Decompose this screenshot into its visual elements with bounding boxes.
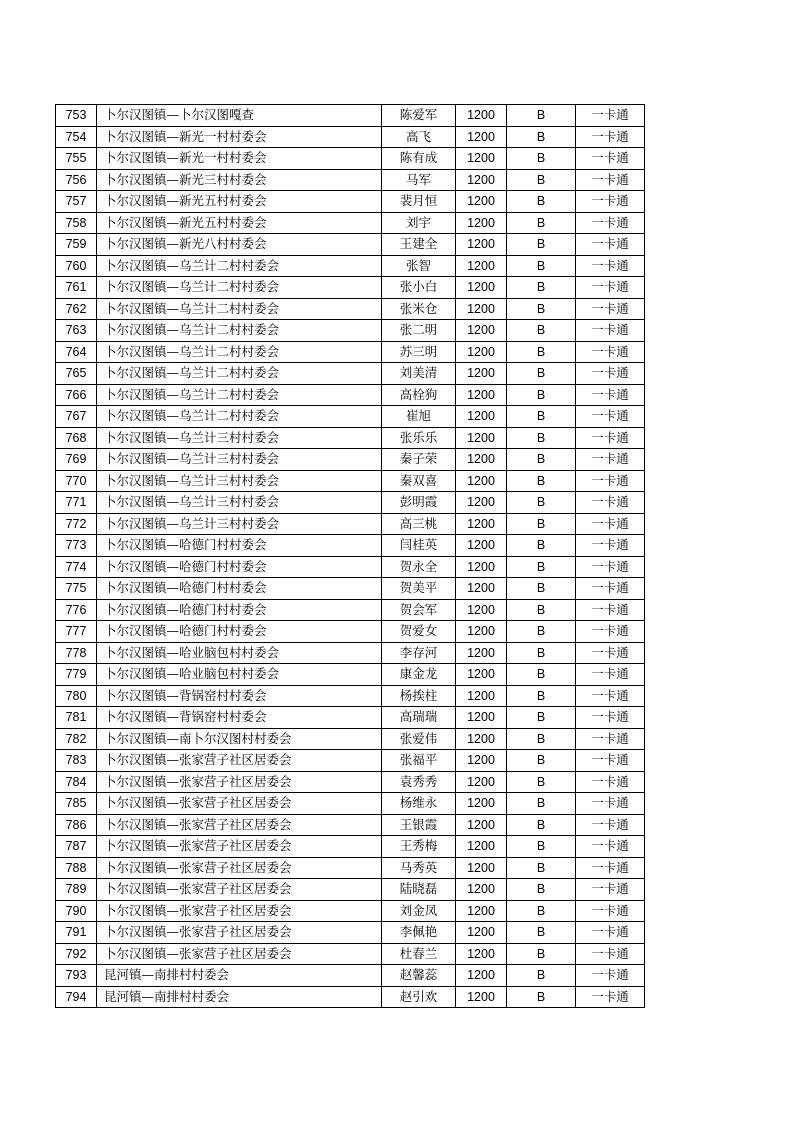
table-row xyxy=(56,513,645,535)
grade-cell: B xyxy=(507,535,576,557)
amount-cell: 1200 xyxy=(456,621,507,643)
person-name-cell: 苏三明 xyxy=(382,341,456,363)
grade-cell: B xyxy=(507,857,576,879)
payment-method-cell: 一卡通 xyxy=(576,427,645,449)
grade-cell: B xyxy=(507,212,576,234)
unit-cell: 卜尔汉图镇—乌兰计三村村委会 xyxy=(97,470,382,492)
person-name-cell: 高栓狗 xyxy=(382,384,456,406)
amount-cell: 1200 xyxy=(456,578,507,600)
unit-cell: 卜尔汉图镇—背锅窑村村委会 xyxy=(97,707,382,729)
table-row xyxy=(56,320,645,342)
table-row xyxy=(56,578,645,600)
grade-cell: B xyxy=(507,793,576,815)
payment-method-cell: 一卡通 xyxy=(576,599,645,621)
payment-method-cell: 一卡通 xyxy=(576,707,645,729)
amount-cell: 1200 xyxy=(456,449,507,471)
grade-cell: B xyxy=(507,965,576,987)
table-row xyxy=(56,857,645,879)
grade-cell: B xyxy=(507,105,576,127)
payment-method-cell: 一卡通 xyxy=(576,664,645,686)
unit-cell: 卜尔汉图镇—张家营子社区居委会 xyxy=(97,836,382,858)
payment-method-cell: 一卡通 xyxy=(576,169,645,191)
amount-cell: 1200 xyxy=(456,492,507,514)
table-row xyxy=(56,255,645,277)
unit-cell: 卜尔汉图镇—哈德门村村委会 xyxy=(97,578,382,600)
amount-cell: 1200 xyxy=(456,234,507,256)
table-row xyxy=(56,148,645,170)
amount-cell: 1200 xyxy=(456,771,507,793)
table-row xyxy=(56,750,645,772)
amount-cell: 1200 xyxy=(456,707,507,729)
table-row xyxy=(56,728,645,750)
unit-cell: 卜尔汉图镇—卜尔汉图嘎查 xyxy=(97,105,382,127)
unit-cell: 卜尔汉图镇—哈德门村村委会 xyxy=(97,556,382,578)
table-row xyxy=(56,922,645,944)
unit-cell: 卜尔汉图镇—乌兰计二村村委会 xyxy=(97,298,382,320)
amount-cell: 1200 xyxy=(456,341,507,363)
person-name-cell: 闫桂英 xyxy=(382,535,456,557)
grade-cell: B xyxy=(507,234,576,256)
person-name-cell: 贺会军 xyxy=(382,599,456,621)
table-row xyxy=(56,685,645,707)
person-name-cell: 高三桃 xyxy=(382,513,456,535)
payment-method-cell: 一卡通 xyxy=(576,298,645,320)
table-row xyxy=(56,793,645,815)
grade-cell: B xyxy=(507,427,576,449)
grade-cell: B xyxy=(507,492,576,514)
row-number: 769 xyxy=(56,449,97,471)
person-name-cell: 张米仓 xyxy=(382,298,456,320)
table-row xyxy=(56,212,645,234)
amount-cell: 1200 xyxy=(456,320,507,342)
person-name-cell: 贺永全 xyxy=(382,556,456,578)
row-number: 776 xyxy=(56,599,97,621)
table-row xyxy=(56,900,645,922)
row-number: 789 xyxy=(56,879,97,901)
grade-cell: B xyxy=(507,255,576,277)
person-name-cell: 陈爱军 xyxy=(382,105,456,127)
grade-cell: B xyxy=(507,922,576,944)
unit-cell: 卜尔汉图镇—张家营子社区居委会 xyxy=(97,814,382,836)
table-row xyxy=(56,384,645,406)
table-row xyxy=(56,406,645,428)
unit-cell: 卜尔汉图镇—乌兰计二村村委会 xyxy=(97,255,382,277)
row-number: 755 xyxy=(56,148,97,170)
person-name-cell: 杜春兰 xyxy=(382,943,456,965)
amount-cell: 1200 xyxy=(456,836,507,858)
table-row xyxy=(56,191,645,213)
row-number: 766 xyxy=(56,384,97,406)
grade-cell: B xyxy=(507,750,576,772)
row-number: 791 xyxy=(56,922,97,944)
row-number: 761 xyxy=(56,277,97,299)
amount-cell: 1200 xyxy=(456,212,507,234)
grade-cell: B xyxy=(507,664,576,686)
amount-cell: 1200 xyxy=(456,105,507,127)
person-name-cell: 王建全 xyxy=(382,234,456,256)
row-number: 794 xyxy=(56,986,97,1008)
person-name-cell: 高瑞瑞 xyxy=(382,707,456,729)
person-name-cell: 高飞 xyxy=(382,126,456,148)
grade-cell: B xyxy=(507,449,576,471)
grade-cell: B xyxy=(507,363,576,385)
grade-cell: B xyxy=(507,707,576,729)
payment-method-cell: 一卡通 xyxy=(576,771,645,793)
row-number: 793 xyxy=(56,965,97,987)
amount-cell: 1200 xyxy=(456,599,507,621)
grade-cell: B xyxy=(507,513,576,535)
unit-cell: 卜尔汉图镇—哈业脑包村村委会 xyxy=(97,642,382,664)
payment-method-cell: 一卡通 xyxy=(576,535,645,557)
payment-method-cell: 一卡通 xyxy=(576,105,645,127)
person-name-cell: 秦双喜 xyxy=(382,470,456,492)
grade-cell: B xyxy=(507,986,576,1008)
payment-method-cell: 一卡通 xyxy=(576,685,645,707)
amount-cell: 1200 xyxy=(456,513,507,535)
person-name-cell: 王银霞 xyxy=(382,814,456,836)
amount-cell: 1200 xyxy=(456,470,507,492)
table-row xyxy=(56,341,645,363)
grade-cell: B xyxy=(507,621,576,643)
grade-cell: B xyxy=(507,771,576,793)
grade-cell: B xyxy=(507,728,576,750)
unit-cell: 卜尔汉图镇—新光三村村委会 xyxy=(97,169,382,191)
unit-cell: 卜尔汉图镇—张家营子社区居委会 xyxy=(97,900,382,922)
table-row xyxy=(56,427,645,449)
payment-method-cell: 一卡通 xyxy=(576,965,645,987)
payment-method-cell: 一卡通 xyxy=(576,621,645,643)
row-number: 759 xyxy=(56,234,97,256)
table-row xyxy=(56,879,645,901)
person-name-cell: 彭明霞 xyxy=(382,492,456,514)
payment-method-cell: 一卡通 xyxy=(576,341,645,363)
payment-method-cell: 一卡通 xyxy=(576,492,645,514)
unit-cell: 卜尔汉图镇—新光一村村委会 xyxy=(97,126,382,148)
unit-cell: 卜尔汉图镇—乌兰计二村村委会 xyxy=(97,363,382,385)
row-number: 763 xyxy=(56,320,97,342)
table-row xyxy=(56,535,645,557)
amount-cell: 1200 xyxy=(456,642,507,664)
payment-method-cell: 一卡通 xyxy=(576,126,645,148)
payment-method-cell: 一卡通 xyxy=(576,750,645,772)
payment-method-cell: 一卡通 xyxy=(576,363,645,385)
unit-cell: 卜尔汉图镇—张家营子社区居委会 xyxy=(97,879,382,901)
row-number: 772 xyxy=(56,513,97,535)
grade-cell: B xyxy=(507,126,576,148)
person-name-cell: 秦子荣 xyxy=(382,449,456,471)
row-number: 792 xyxy=(56,943,97,965)
row-number: 753 xyxy=(56,105,97,127)
person-name-cell: 马军 xyxy=(382,169,456,191)
amount-cell: 1200 xyxy=(456,255,507,277)
amount-cell: 1200 xyxy=(456,814,507,836)
table-row xyxy=(56,642,645,664)
table-row xyxy=(56,105,645,127)
unit-cell: 卜尔汉图镇—哈德门村村委会 xyxy=(97,621,382,643)
amount-cell: 1200 xyxy=(456,277,507,299)
row-number: 771 xyxy=(56,492,97,514)
amount-cell: 1200 xyxy=(456,427,507,449)
person-name-cell: 张二明 xyxy=(382,320,456,342)
amount-cell: 1200 xyxy=(456,879,507,901)
row-number: 783 xyxy=(56,750,97,772)
unit-cell: 卜尔汉图镇—新光一村村委会 xyxy=(97,148,382,170)
unit-cell: 卜尔汉图镇—背锅窑村村委会 xyxy=(97,685,382,707)
row-number: 784 xyxy=(56,771,97,793)
grade-cell: B xyxy=(507,341,576,363)
row-number: 786 xyxy=(56,814,97,836)
row-number: 760 xyxy=(56,255,97,277)
roster-table xyxy=(55,104,645,1008)
table-row xyxy=(56,943,645,965)
person-name-cell: 赵馨蕊 xyxy=(382,965,456,987)
unit-cell: 卜尔汉图镇—新光五村村委会 xyxy=(97,191,382,213)
grade-cell: B xyxy=(507,320,576,342)
payment-method-cell: 一卡通 xyxy=(576,922,645,944)
unit-cell: 卜尔汉图镇—张家营子社区居委会 xyxy=(97,771,382,793)
amount-cell: 1200 xyxy=(456,922,507,944)
unit-cell: 卜尔汉图镇—乌兰计二村村委会 xyxy=(97,320,382,342)
person-name-cell: 康金龙 xyxy=(382,664,456,686)
unit-cell: 卜尔汉图镇—张家营子社区居委会 xyxy=(97,857,382,879)
grade-cell: B xyxy=(507,556,576,578)
amount-cell: 1200 xyxy=(456,685,507,707)
row-number: 758 xyxy=(56,212,97,234)
row-number: 765 xyxy=(56,363,97,385)
amount-cell: 1200 xyxy=(456,728,507,750)
unit-cell: 卜尔汉图镇—乌兰计三村村委会 xyxy=(97,427,382,449)
table-row xyxy=(56,771,645,793)
payment-method-cell: 一卡通 xyxy=(576,986,645,1008)
table-row xyxy=(56,126,645,148)
row-number: 787 xyxy=(56,836,97,858)
grade-cell: B xyxy=(507,642,576,664)
amount-cell: 1200 xyxy=(456,965,507,987)
amount-cell: 1200 xyxy=(456,900,507,922)
table-row xyxy=(56,707,645,729)
unit-cell: 卜尔汉图镇—张家营子社区居委会 xyxy=(97,922,382,944)
person-name-cell: 刘宇 xyxy=(382,212,456,234)
table-row xyxy=(56,470,645,492)
row-number: 785 xyxy=(56,793,97,815)
payment-method-cell: 一卡通 xyxy=(576,879,645,901)
unit-cell: 昆河镇—南排村村委会 xyxy=(97,965,382,987)
unit-cell: 卜尔汉图镇—哈德门村村委会 xyxy=(97,599,382,621)
row-number: 780 xyxy=(56,685,97,707)
person-name-cell: 杨维永 xyxy=(382,793,456,815)
row-number: 767 xyxy=(56,406,97,428)
unit-cell: 卜尔汉图镇—张家营子社区居委会 xyxy=(97,943,382,965)
amount-cell: 1200 xyxy=(456,857,507,879)
table-row xyxy=(56,814,645,836)
amount-cell: 1200 xyxy=(456,169,507,191)
person-name-cell: 李存河 xyxy=(382,642,456,664)
amount-cell: 1200 xyxy=(456,793,507,815)
row-number: 775 xyxy=(56,578,97,600)
table-row xyxy=(56,234,645,256)
payment-method-cell: 一卡通 xyxy=(576,556,645,578)
grade-cell: B xyxy=(507,836,576,858)
unit-cell: 卜尔汉图镇—乌兰计二村村委会 xyxy=(97,384,382,406)
amount-cell: 1200 xyxy=(456,750,507,772)
table-row xyxy=(56,363,645,385)
row-number: 770 xyxy=(56,470,97,492)
unit-cell: 卜尔汉图镇—南卜尔汉图村村委会 xyxy=(97,728,382,750)
amount-cell: 1200 xyxy=(456,556,507,578)
amount-cell: 1200 xyxy=(456,406,507,428)
person-name-cell: 贺爱女 xyxy=(382,621,456,643)
person-name-cell: 袁秀秀 xyxy=(382,771,456,793)
payment-method-cell: 一卡通 xyxy=(576,642,645,664)
grade-cell: B xyxy=(507,277,576,299)
unit-cell: 卜尔汉图镇—乌兰计二村村委会 xyxy=(97,277,382,299)
grade-cell: B xyxy=(507,169,576,191)
unit-cell: 卜尔汉图镇—新光五村村委会 xyxy=(97,212,382,234)
amount-cell: 1200 xyxy=(456,986,507,1008)
person-name-cell: 张小白 xyxy=(382,277,456,299)
grade-cell: B xyxy=(507,599,576,621)
person-name-cell: 崔旭 xyxy=(382,406,456,428)
payment-method-cell: 一卡通 xyxy=(576,384,645,406)
person-name-cell: 贺美平 xyxy=(382,578,456,600)
grade-cell: B xyxy=(507,578,576,600)
payment-method-cell: 一卡通 xyxy=(576,793,645,815)
person-name-cell: 刘美清 xyxy=(382,363,456,385)
amount-cell: 1200 xyxy=(456,126,507,148)
grade-cell: B xyxy=(507,148,576,170)
person-name-cell: 陈有成 xyxy=(382,148,456,170)
person-name-cell: 裴月恒 xyxy=(382,191,456,213)
row-number: 777 xyxy=(56,621,97,643)
amount-cell: 1200 xyxy=(456,191,507,213)
table-row xyxy=(56,277,645,299)
table-row xyxy=(56,986,645,1008)
table-row xyxy=(56,836,645,858)
grade-cell: B xyxy=(507,470,576,492)
grade-cell: B xyxy=(507,384,576,406)
grade-cell: B xyxy=(507,943,576,965)
payment-method-cell: 一卡通 xyxy=(576,234,645,256)
unit-cell: 卜尔汉图镇—乌兰计二村村委会 xyxy=(97,341,382,363)
payment-method-cell: 一卡通 xyxy=(576,148,645,170)
table-row xyxy=(56,556,645,578)
row-number: 778 xyxy=(56,642,97,664)
grade-cell: B xyxy=(507,685,576,707)
unit-cell: 卜尔汉图镇—乌兰计三村村委会 xyxy=(97,492,382,514)
person-name-cell: 张智 xyxy=(382,255,456,277)
payment-method-cell: 一卡通 xyxy=(576,943,645,965)
row-number: 779 xyxy=(56,664,97,686)
payment-method-cell: 一卡通 xyxy=(576,406,645,428)
person-name-cell: 刘金凤 xyxy=(382,900,456,922)
grade-cell: B xyxy=(507,879,576,901)
person-name-cell: 张爱伟 xyxy=(382,728,456,750)
table-row xyxy=(56,298,645,320)
amount-cell: 1200 xyxy=(456,148,507,170)
table-row xyxy=(56,492,645,514)
payment-method-cell: 一卡通 xyxy=(576,836,645,858)
row-number: 774 xyxy=(56,556,97,578)
unit-cell: 卜尔汉图镇—张家营子社区居委会 xyxy=(97,750,382,772)
payment-method-cell: 一卡通 xyxy=(576,320,645,342)
payment-method-cell: 一卡通 xyxy=(576,191,645,213)
person-name-cell: 赵引欢 xyxy=(382,986,456,1008)
grade-cell: B xyxy=(507,900,576,922)
unit-cell: 卜尔汉图镇—新光八村村委会 xyxy=(97,234,382,256)
payment-method-cell: 一卡通 xyxy=(576,470,645,492)
row-number: 757 xyxy=(56,191,97,213)
table-row xyxy=(56,621,645,643)
payment-method-cell: 一卡通 xyxy=(576,255,645,277)
row-number: 782 xyxy=(56,728,97,750)
table-row xyxy=(56,599,645,621)
row-number: 781 xyxy=(56,707,97,729)
unit-cell: 卜尔汉图镇—哈德门村村委会 xyxy=(97,535,382,557)
person-name-cell: 陆晓磊 xyxy=(382,879,456,901)
roster-body xyxy=(56,105,645,1008)
row-number: 764 xyxy=(56,341,97,363)
row-number: 756 xyxy=(56,169,97,191)
payment-method-cell: 一卡通 xyxy=(576,900,645,922)
payment-method-cell: 一卡通 xyxy=(576,728,645,750)
person-name-cell: 王秀梅 xyxy=(382,836,456,858)
unit-cell: 卜尔汉图镇—张家营子社区居委会 xyxy=(97,793,382,815)
unit-cell: 卜尔汉图镇—乌兰计三村村委会 xyxy=(97,449,382,471)
row-number: 754 xyxy=(56,126,97,148)
payment-method-cell: 一卡通 xyxy=(576,513,645,535)
person-name-cell: 马秀英 xyxy=(382,857,456,879)
grade-cell: B xyxy=(507,406,576,428)
row-number: 762 xyxy=(56,298,97,320)
person-name-cell: 张乐乐 xyxy=(382,427,456,449)
person-name-cell: 张福平 xyxy=(382,750,456,772)
payment-method-cell: 一卡通 xyxy=(576,578,645,600)
amount-cell: 1200 xyxy=(456,535,507,557)
amount-cell: 1200 xyxy=(456,384,507,406)
payment-method-cell: 一卡通 xyxy=(576,857,645,879)
payment-method-cell: 一卡通 xyxy=(576,277,645,299)
table-row xyxy=(56,169,645,191)
table-row xyxy=(56,664,645,686)
grade-cell: B xyxy=(507,814,576,836)
unit-cell: 卜尔汉图镇—乌兰计三村村委会 xyxy=(97,513,382,535)
amount-cell: 1200 xyxy=(456,664,507,686)
amount-cell: 1200 xyxy=(456,363,507,385)
row-number: 788 xyxy=(56,857,97,879)
unit-cell: 卜尔汉图镇—乌兰计二村村委会 xyxy=(97,406,382,428)
unit-cell: 卜尔汉图镇—哈业脑包村村委会 xyxy=(97,664,382,686)
unit-cell: 昆河镇—南排村村委会 xyxy=(97,986,382,1008)
payment-method-cell: 一卡通 xyxy=(576,449,645,471)
row-number: 790 xyxy=(56,900,97,922)
table-row xyxy=(56,449,645,471)
person-name-cell: 杨挨柱 xyxy=(382,685,456,707)
row-number: 773 xyxy=(56,535,97,557)
grade-cell: B xyxy=(507,191,576,213)
grade-cell: B xyxy=(507,298,576,320)
amount-cell: 1200 xyxy=(456,943,507,965)
payment-method-cell: 一卡通 xyxy=(576,814,645,836)
row-number: 768 xyxy=(56,427,97,449)
table-row xyxy=(56,965,645,987)
amount-cell: 1200 xyxy=(456,298,507,320)
person-name-cell: 李佩艳 xyxy=(382,922,456,944)
payment-method-cell: 一卡通 xyxy=(576,212,645,234)
